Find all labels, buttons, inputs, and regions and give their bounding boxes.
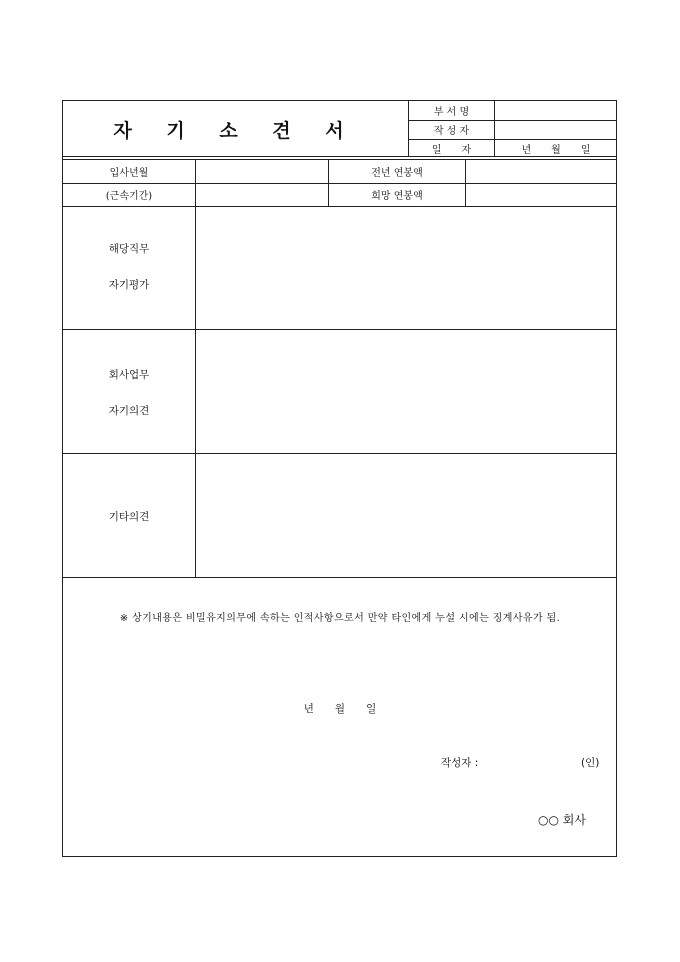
join-date-field[interactable] [196,159,328,183]
prev-salary-field[interactable] [466,159,617,183]
date-label: 일 자 [431,144,472,156]
confidentiality-notice: ※ 상기내용은 비밀유지의무에 속하는 인적사항으로서 만약 타인에게 누설 시에는 징계사유가 됨. [119,613,561,624]
section-line [63,577,617,578]
section-label-line2: 자기평가 [108,279,150,291]
other-opinion-field[interactable] [197,455,615,575]
dept-field[interactable] [495,101,617,120]
author-label: 작 성 자 [433,126,470,137]
section-line [63,329,617,330]
section-label-line1: 회사업무 [108,369,150,381]
signer-name-field[interactable] [493,751,573,771]
date-field[interactable]: 년 월 일 [521,144,591,156]
section-label-line2: 자기의견 [108,405,150,417]
info-row-line [63,206,617,207]
section-label-line1: 기타의견 [108,511,150,523]
wish-salary-label: 희망 연봉액 [371,191,423,202]
form-title: 자 기 소 견 서 [113,119,358,142]
tenure-field[interactable] [196,183,328,206]
section-label-line1: 해당직무 [108,243,150,255]
signature-date: 년 월 일 [303,703,377,715]
author-field[interactable] [495,120,617,139]
seal-mark: (인) [581,757,600,769]
section-line [63,453,617,454]
self-evaluation-field[interactable] [197,208,615,327]
dept-label: 부 서 명 [433,107,470,118]
section-divider [195,206,196,578]
header-bottom-line [63,156,617,157]
prev-salary-label: 전년 연봉액 [371,167,423,179]
company-name: ○○ 회사 [538,813,586,827]
tenure-label: (근속기간) [105,191,153,202]
company-opinion-field[interactable] [197,331,615,451]
signer-label: 작성자 : [441,757,479,769]
join-date-label: 입사년월 [109,167,149,179]
wish-salary-field[interactable] [466,183,617,206]
self-assessment-form [62,100,617,857]
